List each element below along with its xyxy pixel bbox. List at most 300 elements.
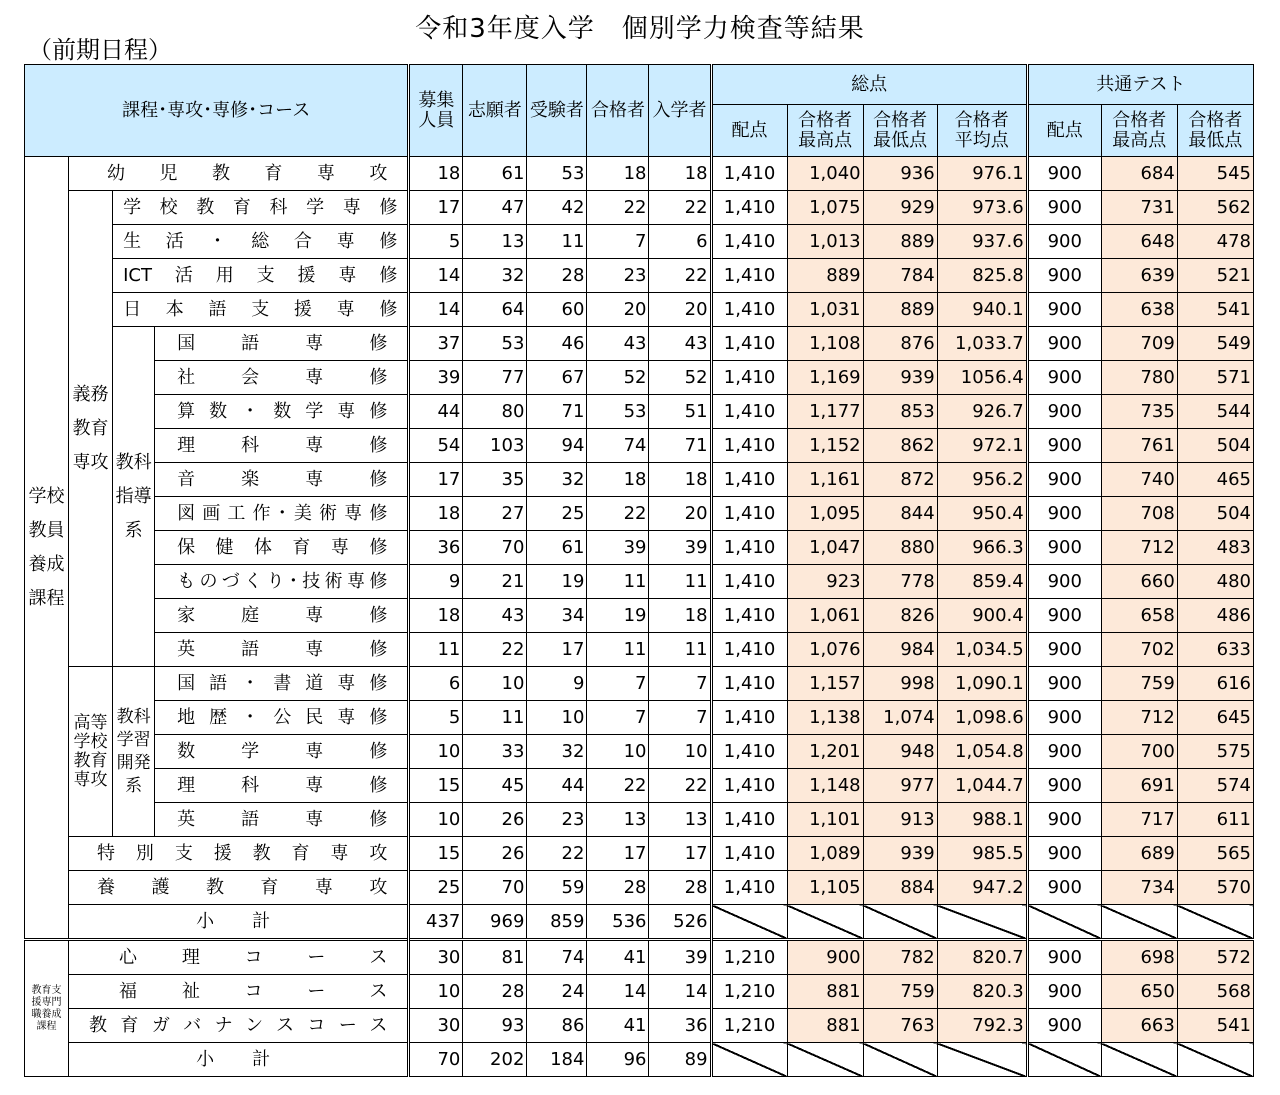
cell-common-points: 900: [1027, 259, 1101, 293]
cell-total-min: 889: [863, 293, 937, 327]
cell-common-points: 900: [1027, 293, 1101, 327]
cell-passed: 22: [587, 191, 649, 225]
course-name: 理科専修: [155, 769, 409, 803]
cell-total-avg: 1,090.1: [937, 667, 1027, 701]
cell-common-min: 465: [1177, 463, 1253, 497]
cell-passed: 41: [587, 1009, 649, 1043]
header-course: 課程･専攻･専修･コース: [25, 65, 409, 157]
cell-passed: 11: [587, 565, 649, 599]
course-name: 理科専修: [155, 429, 409, 463]
cell-common-min: 565: [1177, 837, 1253, 871]
cell-applicants: 103: [463, 429, 527, 463]
header-common-test: 共通テスト: [1027, 65, 1253, 105]
cell-enrolled: 7: [649, 667, 711, 701]
results-body: [25, 65, 1254, 1077]
cell-blank: [711, 905, 787, 940]
cell-total-points: 1,410: [711, 871, 787, 905]
cell-passed: 22: [587, 769, 649, 803]
cell-common-min: 549: [1177, 327, 1253, 361]
cell-common-points: 900: [1027, 429, 1101, 463]
cell-applicants: 26: [463, 803, 527, 837]
cell-total-min: 889: [863, 225, 937, 259]
table-row: [25, 769, 1254, 803]
cell-common-points: 900: [1027, 599, 1101, 633]
cell-total-max: 923: [787, 565, 863, 599]
cell-enrolled: 71: [649, 429, 711, 463]
cell-total-max: 1,101: [787, 803, 863, 837]
cell-total-max: 1,013: [787, 225, 863, 259]
cell-enrolled: 28: [649, 871, 711, 905]
header-enrolled: 入学者: [649, 65, 711, 157]
cell-examinees: 10: [527, 701, 587, 735]
cell-common-min: 504: [1177, 429, 1253, 463]
table-row: [25, 975, 1254, 1009]
cell-passed: 7: [587, 667, 649, 701]
cell-enrolled: 18: [649, 463, 711, 497]
cell-examinees: 25: [527, 497, 587, 531]
cell-recruit: 18: [409, 157, 463, 191]
course-name: 社会専修: [155, 361, 409, 395]
table-row: [25, 191, 1254, 225]
table-row: [25, 531, 1254, 565]
cell-blank: [1027, 1043, 1101, 1077]
cell-common-max: 708: [1101, 497, 1177, 531]
cell-total-points: 1,410: [711, 565, 787, 599]
cell-recruit: 44: [409, 395, 463, 429]
cell-examinees: 60: [527, 293, 587, 327]
cell-common-points: 900: [1027, 565, 1101, 599]
cell-examinees: 74: [527, 940, 587, 975]
cell-examinees: 44: [527, 769, 587, 803]
header-applicants: 志願者: [463, 65, 527, 157]
cell-common-points: 900: [1027, 735, 1101, 769]
cell-enrolled: 39: [649, 940, 711, 975]
cell-passed: 14: [587, 975, 649, 1009]
cell-total-avg: 976.1: [937, 157, 1027, 191]
cell-common-max: 731: [1101, 191, 1177, 225]
cell-enrolled: 51: [649, 395, 711, 429]
table-row: [25, 361, 1254, 395]
cell-applicants: 70: [463, 871, 527, 905]
cell-common-min: 521: [1177, 259, 1253, 293]
cell-examinees: 34: [527, 599, 587, 633]
cell-total-points: 1,410: [711, 633, 787, 667]
cell-recruit: 5: [409, 225, 463, 259]
cell-common-min: 541: [1177, 1009, 1253, 1043]
cell-common-points: 900: [1027, 769, 1101, 803]
header-common-max: 合格者最高点: [1101, 105, 1177, 157]
cell-total-avg: 926.7: [937, 395, 1027, 429]
cell-examinees: 46: [527, 327, 587, 361]
cell-common-max: 658: [1101, 599, 1177, 633]
course-name: 学校教育科学専修: [113, 191, 409, 225]
header-common-points: 配点: [1027, 105, 1101, 157]
cell-common-points: 900: [1027, 225, 1101, 259]
cell-total-max: 881: [787, 975, 863, 1009]
cell-enrolled: 22: [649, 259, 711, 293]
table-row: [25, 429, 1254, 463]
results-table: [24, 64, 1254, 1077]
cell-total-min: 763: [863, 1009, 937, 1043]
cell-common-max: 663: [1101, 1009, 1177, 1043]
cell-total-max: 1,075: [787, 191, 863, 225]
cell-passed: 18: [587, 157, 649, 191]
course-name: 特別支援教育専攻: [69, 837, 409, 871]
cell-total-points: 1,410: [711, 667, 787, 701]
cell-common-min: 633: [1177, 633, 1253, 667]
cell-passed: 41: [587, 940, 649, 975]
cell-recruit: 18: [409, 599, 463, 633]
cell-recruit: 18: [409, 497, 463, 531]
cell-total-points: 1,210: [711, 975, 787, 1009]
cell-total-max: 1,108: [787, 327, 863, 361]
group-education-support: 教育支援専門職養成課程: [25, 940, 69, 1077]
header-total-min: 合格者最低点: [863, 105, 937, 157]
cell-passed: 22: [587, 497, 649, 531]
cell-blank: [1101, 1043, 1177, 1077]
cell-blank: [787, 905, 863, 940]
cell-common-max: 648: [1101, 225, 1177, 259]
cell-total-avg: 988.1: [937, 803, 1027, 837]
cell-total-max: 1,040: [787, 157, 863, 191]
course-name: 数学専修: [155, 735, 409, 769]
cell-blank: [787, 1043, 863, 1077]
cell-enrolled: 6: [649, 225, 711, 259]
table-row: [25, 599, 1254, 633]
cell-total-points: 1,410: [711, 599, 787, 633]
cell-enrolled: 18: [649, 599, 711, 633]
cell-total-max: 1,157: [787, 667, 863, 701]
cell-common-max: 638: [1101, 293, 1177, 327]
cell-common-points: 900: [1027, 361, 1101, 395]
cell-total-avg: 1,034.5: [937, 633, 1027, 667]
cell-enrolled: 22: [649, 191, 711, 225]
header-total-avg: 合格者平均点: [937, 105, 1027, 157]
cell-examinees: 22: [527, 837, 587, 871]
cell-blank: [1101, 905, 1177, 940]
cell-enrolled: 11: [649, 565, 711, 599]
cell-common-max: 660: [1101, 565, 1177, 599]
cell-examinees: 24: [527, 975, 587, 1009]
cell-total-points: 1,410: [711, 157, 787, 191]
cell-blank: [1177, 905, 1253, 940]
cell-total-points: 1,410: [711, 803, 787, 837]
cell-total-avg: 859.4: [937, 565, 1027, 599]
cell-passed: 20: [587, 293, 649, 327]
cell-examinees: 11: [527, 225, 587, 259]
cell-applicants: 70: [463, 531, 527, 565]
cell-common-points: 900: [1027, 975, 1101, 1009]
table-row: [25, 225, 1254, 259]
header-examinees: 受験者: [527, 65, 587, 157]
cell-blank: [937, 1043, 1027, 1077]
cell-recruit: 6: [409, 667, 463, 701]
cell-total-avg: 1,054.8: [937, 735, 1027, 769]
cell-passed: 7: [587, 225, 649, 259]
cell-common-max: 691: [1101, 769, 1177, 803]
cell-common-min: 483: [1177, 531, 1253, 565]
cell-applicants: 969: [463, 905, 527, 940]
table-row: [25, 701, 1254, 735]
cell-total-max: 1,169: [787, 361, 863, 395]
cell-common-max: 650: [1101, 975, 1177, 1009]
cell-applicants: 80: [463, 395, 527, 429]
cell-total-min: 939: [863, 361, 937, 395]
cell-blank: [937, 905, 1027, 940]
cell-total-max: 1,177: [787, 395, 863, 429]
course-name: 国語専修: [155, 327, 409, 361]
cell-enrolled: 52: [649, 361, 711, 395]
cell-examinees: 42: [527, 191, 587, 225]
cell-passed: 17: [587, 837, 649, 871]
cell-passed: 53: [587, 395, 649, 429]
cell-total-min: 784: [863, 259, 937, 293]
cell-passed: 43: [587, 327, 649, 361]
course-name: 家庭専修: [155, 599, 409, 633]
course-name: ものづくり･技術専修: [155, 565, 409, 599]
cell-common-min: 611: [1177, 803, 1253, 837]
cell-total-min: 939: [863, 837, 937, 871]
course-name: 教育ガバナンスコース: [69, 1009, 409, 1043]
group-subject-learning: 教科学習開発系: [113, 667, 155, 837]
cell-common-points: 900: [1027, 463, 1101, 497]
cell-common-max: 712: [1101, 701, 1177, 735]
cell-examinees: 71: [527, 395, 587, 429]
cell-recruit: 30: [409, 940, 463, 975]
cell-enrolled: 7: [649, 701, 711, 735]
cell-total-avg: 1,098.6: [937, 701, 1027, 735]
cell-applicants: 61: [463, 157, 527, 191]
course-name: 図画工作･美術専修: [155, 497, 409, 531]
cell-total-avg: 792.3: [937, 1009, 1027, 1043]
cell-recruit: 25: [409, 871, 463, 905]
cell-recruit: 17: [409, 191, 463, 225]
table-row: [25, 940, 1254, 975]
cell-enrolled: 10: [649, 735, 711, 769]
cell-applicants: 93: [463, 1009, 527, 1043]
cell-enrolled: 39: [649, 531, 711, 565]
cell-enrolled: 20: [649, 497, 711, 531]
cell-total-max: 881: [787, 1009, 863, 1043]
cell-common-min: 572: [1177, 940, 1253, 975]
cell-total-min: 876: [863, 327, 937, 361]
cell-total-points: 1,410: [711, 225, 787, 259]
cell-applicants: 28: [463, 975, 527, 1009]
cell-examinees: 59: [527, 871, 587, 905]
cell-total-points: 1,410: [711, 735, 787, 769]
cell-applicants: 202: [463, 1043, 527, 1077]
cell-total-min: 844: [863, 497, 937, 531]
cell-recruit: 437: [409, 905, 463, 940]
cell-total-avg: 973.6: [937, 191, 1027, 225]
cell-common-min: 480: [1177, 565, 1253, 599]
cell-common-max: 698: [1101, 940, 1177, 975]
cell-common-max: 759: [1101, 667, 1177, 701]
cell-applicants: 43: [463, 599, 527, 633]
course-name: ICT活用支援専修: [113, 259, 409, 293]
cell-applicants: 11: [463, 701, 527, 735]
cell-examinees: 9: [527, 667, 587, 701]
cell-total-min: 872: [863, 463, 937, 497]
cell-total-points: 1,410: [711, 769, 787, 803]
cell-total-avg: 1056.4: [937, 361, 1027, 395]
cell-common-max: 735: [1101, 395, 1177, 429]
cell-total-avg: 950.4: [937, 497, 1027, 531]
cell-total-min: 948: [863, 735, 937, 769]
cell-common-min: 571: [1177, 361, 1253, 395]
cell-enrolled: 13: [649, 803, 711, 837]
cell-total-avg: 900.4: [937, 599, 1027, 633]
cell-common-points: 900: [1027, 531, 1101, 565]
header-total: 総点: [711, 65, 1027, 105]
cell-common-points: 900: [1027, 1009, 1101, 1043]
group-compulsory: 義務教育専攻: [69, 191, 113, 667]
cell-recruit: 70: [409, 1043, 463, 1077]
cell-examinees: 23: [527, 803, 587, 837]
subtotal-label: 小 計: [69, 1043, 409, 1077]
course-name: 心理コース: [69, 940, 409, 975]
cell-common-min: 568: [1177, 975, 1253, 1009]
table-row: [25, 497, 1254, 531]
cell-total-points: 1,410: [711, 259, 787, 293]
cell-passed: 52: [587, 361, 649, 395]
cell-applicants: 21: [463, 565, 527, 599]
cell-passed: 19: [587, 599, 649, 633]
cell-common-points: 900: [1027, 497, 1101, 531]
cell-total-min: 853: [863, 395, 937, 429]
cell-enrolled: 17: [649, 837, 711, 871]
cell-common-max: 639: [1101, 259, 1177, 293]
cell-total-max: 1,201: [787, 735, 863, 769]
cell-total-avg: 1,044.7: [937, 769, 1027, 803]
cell-total-min: 1,074: [863, 701, 937, 735]
course-name: 英語専修: [155, 803, 409, 837]
subtotal-row: [25, 905, 1254, 940]
cell-examinees: 94: [527, 429, 587, 463]
cell-applicants: 45: [463, 769, 527, 803]
cell-common-points: 900: [1027, 701, 1101, 735]
cell-total-min: 759: [863, 975, 937, 1009]
page-subtitle: （前期日程）: [28, 36, 172, 64]
cell-applicants: 81: [463, 940, 527, 975]
cell-common-min: 570: [1177, 871, 1253, 905]
cell-total-points: 1,410: [711, 531, 787, 565]
cell-recruit: 54: [409, 429, 463, 463]
cell-total-avg: 825.8: [937, 259, 1027, 293]
cell-total-avg: 937.6: [937, 225, 1027, 259]
header-total-points: 配点: [711, 105, 787, 157]
cell-applicants: 33: [463, 735, 527, 769]
cell-total-min: 929: [863, 191, 937, 225]
cell-common-points: 900: [1027, 940, 1101, 975]
cell-total-points: 1,410: [711, 837, 787, 871]
table-row: [25, 157, 1254, 191]
cell-common-min: 575: [1177, 735, 1253, 769]
cell-total-max: 1,061: [787, 599, 863, 633]
header-common-min: 合格者最低点: [1177, 105, 1253, 157]
cell-total-max: 1,138: [787, 701, 863, 735]
cell-common-points: 900: [1027, 803, 1101, 837]
cell-passed: 28: [587, 871, 649, 905]
cell-total-min: 936: [863, 157, 937, 191]
cell-common-min: 486: [1177, 599, 1253, 633]
cell-recruit: 15: [409, 837, 463, 871]
cell-blank: [1177, 1043, 1253, 1077]
cell-passed: 13: [587, 803, 649, 837]
course-name: 音楽専修: [155, 463, 409, 497]
cell-common-max: 709: [1101, 327, 1177, 361]
cell-examinees: 32: [527, 735, 587, 769]
table-row: [25, 633, 1254, 667]
cell-total-min: 880: [863, 531, 937, 565]
group-high-school: 高等学校教育専攻: [69, 667, 113, 837]
cell-total-max: 1,076: [787, 633, 863, 667]
cell-passed: 23: [587, 259, 649, 293]
table-row: [25, 667, 1254, 701]
cell-common-points: 900: [1027, 633, 1101, 667]
cell-common-max: 780: [1101, 361, 1177, 395]
cell-total-avg: 972.1: [937, 429, 1027, 463]
cell-total-points: 1,410: [711, 463, 787, 497]
cell-passed: 11: [587, 633, 649, 667]
course-name: 地歴・公民専修: [155, 701, 409, 735]
table-row: [25, 463, 1254, 497]
cell-total-points: 1,410: [711, 191, 787, 225]
cell-examinees: 859: [527, 905, 587, 940]
cell-recruit: 10: [409, 735, 463, 769]
cell-passed: 536: [587, 905, 649, 940]
cell-common-max: 684: [1101, 157, 1177, 191]
cell-blank: [711, 1043, 787, 1077]
cell-total-min: 977: [863, 769, 937, 803]
cell-recruit: 37: [409, 327, 463, 361]
cell-common-max: 700: [1101, 735, 1177, 769]
cell-common-min: 574: [1177, 769, 1253, 803]
cell-recruit: 36: [409, 531, 463, 565]
cell-common-points: 900: [1027, 157, 1101, 191]
cell-total-points: 1,210: [711, 1009, 787, 1043]
cell-common-min: 562: [1177, 191, 1253, 225]
cell-applicants: 35: [463, 463, 527, 497]
table-row: [25, 1009, 1254, 1043]
course-name: 日本語支援専修: [113, 293, 409, 327]
cell-total-avg: 947.2: [937, 871, 1027, 905]
cell-common-max: 761: [1101, 429, 1177, 463]
cell-passed: 7: [587, 701, 649, 735]
table-row: [25, 803, 1254, 837]
group-school-teacher: 学校教員養成課程: [25, 157, 69, 940]
cell-common-points: 900: [1027, 327, 1101, 361]
cell-total-max: 1,031: [787, 293, 863, 327]
cell-common-min: 645: [1177, 701, 1253, 735]
cell-examinees: 67: [527, 361, 587, 395]
cell-applicants: 47: [463, 191, 527, 225]
cell-common-max: 740: [1101, 463, 1177, 497]
cell-blank: [863, 905, 937, 940]
cell-total-avg: 966.3: [937, 531, 1027, 565]
cell-recruit: 14: [409, 259, 463, 293]
cell-total-max: 1,089: [787, 837, 863, 871]
cell-applicants: 22: [463, 633, 527, 667]
cell-enrolled: 18: [649, 157, 711, 191]
cell-passed: 39: [587, 531, 649, 565]
cell-recruit: 17: [409, 463, 463, 497]
cell-examinees: 32: [527, 463, 587, 497]
table-row: [25, 565, 1254, 599]
cell-total-max: 889: [787, 259, 863, 293]
cell-total-max: 1,161: [787, 463, 863, 497]
cell-total-points: 1,210: [711, 940, 787, 975]
